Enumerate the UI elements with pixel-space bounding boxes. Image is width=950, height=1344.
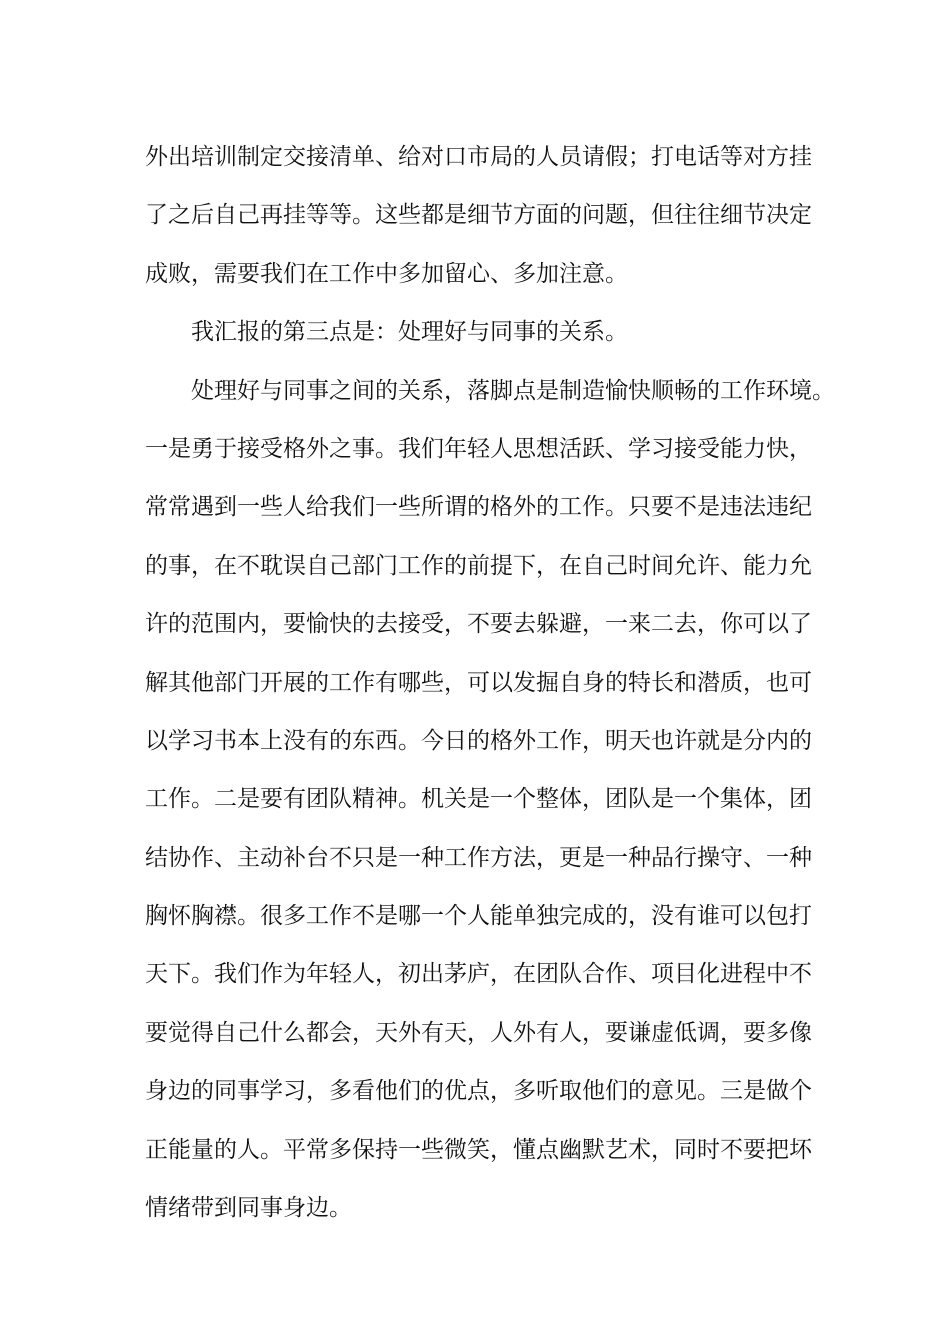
- text-line: 要觉得自己什么都会，天外有天，人外有人，要谦虚低调，要多像: [145, 1019, 812, 1046]
- text-line: 解其他部门开展的工作有哪些，可以发掘自身的特长和潜质，也可: [145, 669, 812, 696]
- text-line: 以学习书本上没有的东西。今日的格外工作，明天也许就是分内的: [145, 727, 812, 754]
- paragraph-first-line: 处理好与同事之间的关系，落脚点是制造愉快顺畅的工作环境。: [191, 377, 835, 404]
- text-line: 工作。二是要有团队精神。机关是一个整体，团队是一个集体，团: [145, 786, 812, 813]
- text-line: 正能量的人。平常多保持一些微笑，懂点幽默艺术，同时不要把坏: [145, 1136, 812, 1163]
- section-heading: 我汇报的第三点是：处理好与同事的关系。: [191, 319, 628, 346]
- text-line: 常常遇到一些人给我们一些所谓的格外的工作。只要不是违法违纪: [145, 494, 812, 521]
- text-line: 了之后自己再挂等等。这些都是细节方面的问题，但往往细节决定: [145, 202, 812, 229]
- text-line: 的事，在不耽误自己部门工作的前提下，在自己时间允许、能力允: [145, 552, 812, 579]
- text-line: 许的范围内，要愉快的去接受，不要去躲避，一来二去，你可以了: [145, 611, 812, 638]
- text-line: 外出培训制定交接清单、给对口市局的人员请假；打电话等对方挂: [145, 144, 812, 170]
- body-text: [145, 128, 835, 1237]
- text-line: 情绪带到同事身边。: [145, 1195, 352, 1222]
- text-line: 胸怀胸襟。很多工作不是哪一个人能单独完成的，没有谁可以包打: [145, 903, 812, 930]
- text-line: 身边的同事学习，多看他们的优点，多听取他们的意见。三是做个: [145, 1078, 812, 1105]
- text-line: 成败，需要我们在工作中多加留心、多加注意。: [145, 260, 628, 287]
- text-line: 结协作、主动补台不只是一种工作方法，更是一种品行操守、一种: [145, 844, 812, 871]
- text-line: 一是勇于接受格外之事。我们年轻人思想活跃、学习接受能力快，: [145, 435, 812, 462]
- text-line: 天下。我们作为年轻人，初出茅庐，在团队合作、项目化进程中不: [145, 961, 812, 988]
